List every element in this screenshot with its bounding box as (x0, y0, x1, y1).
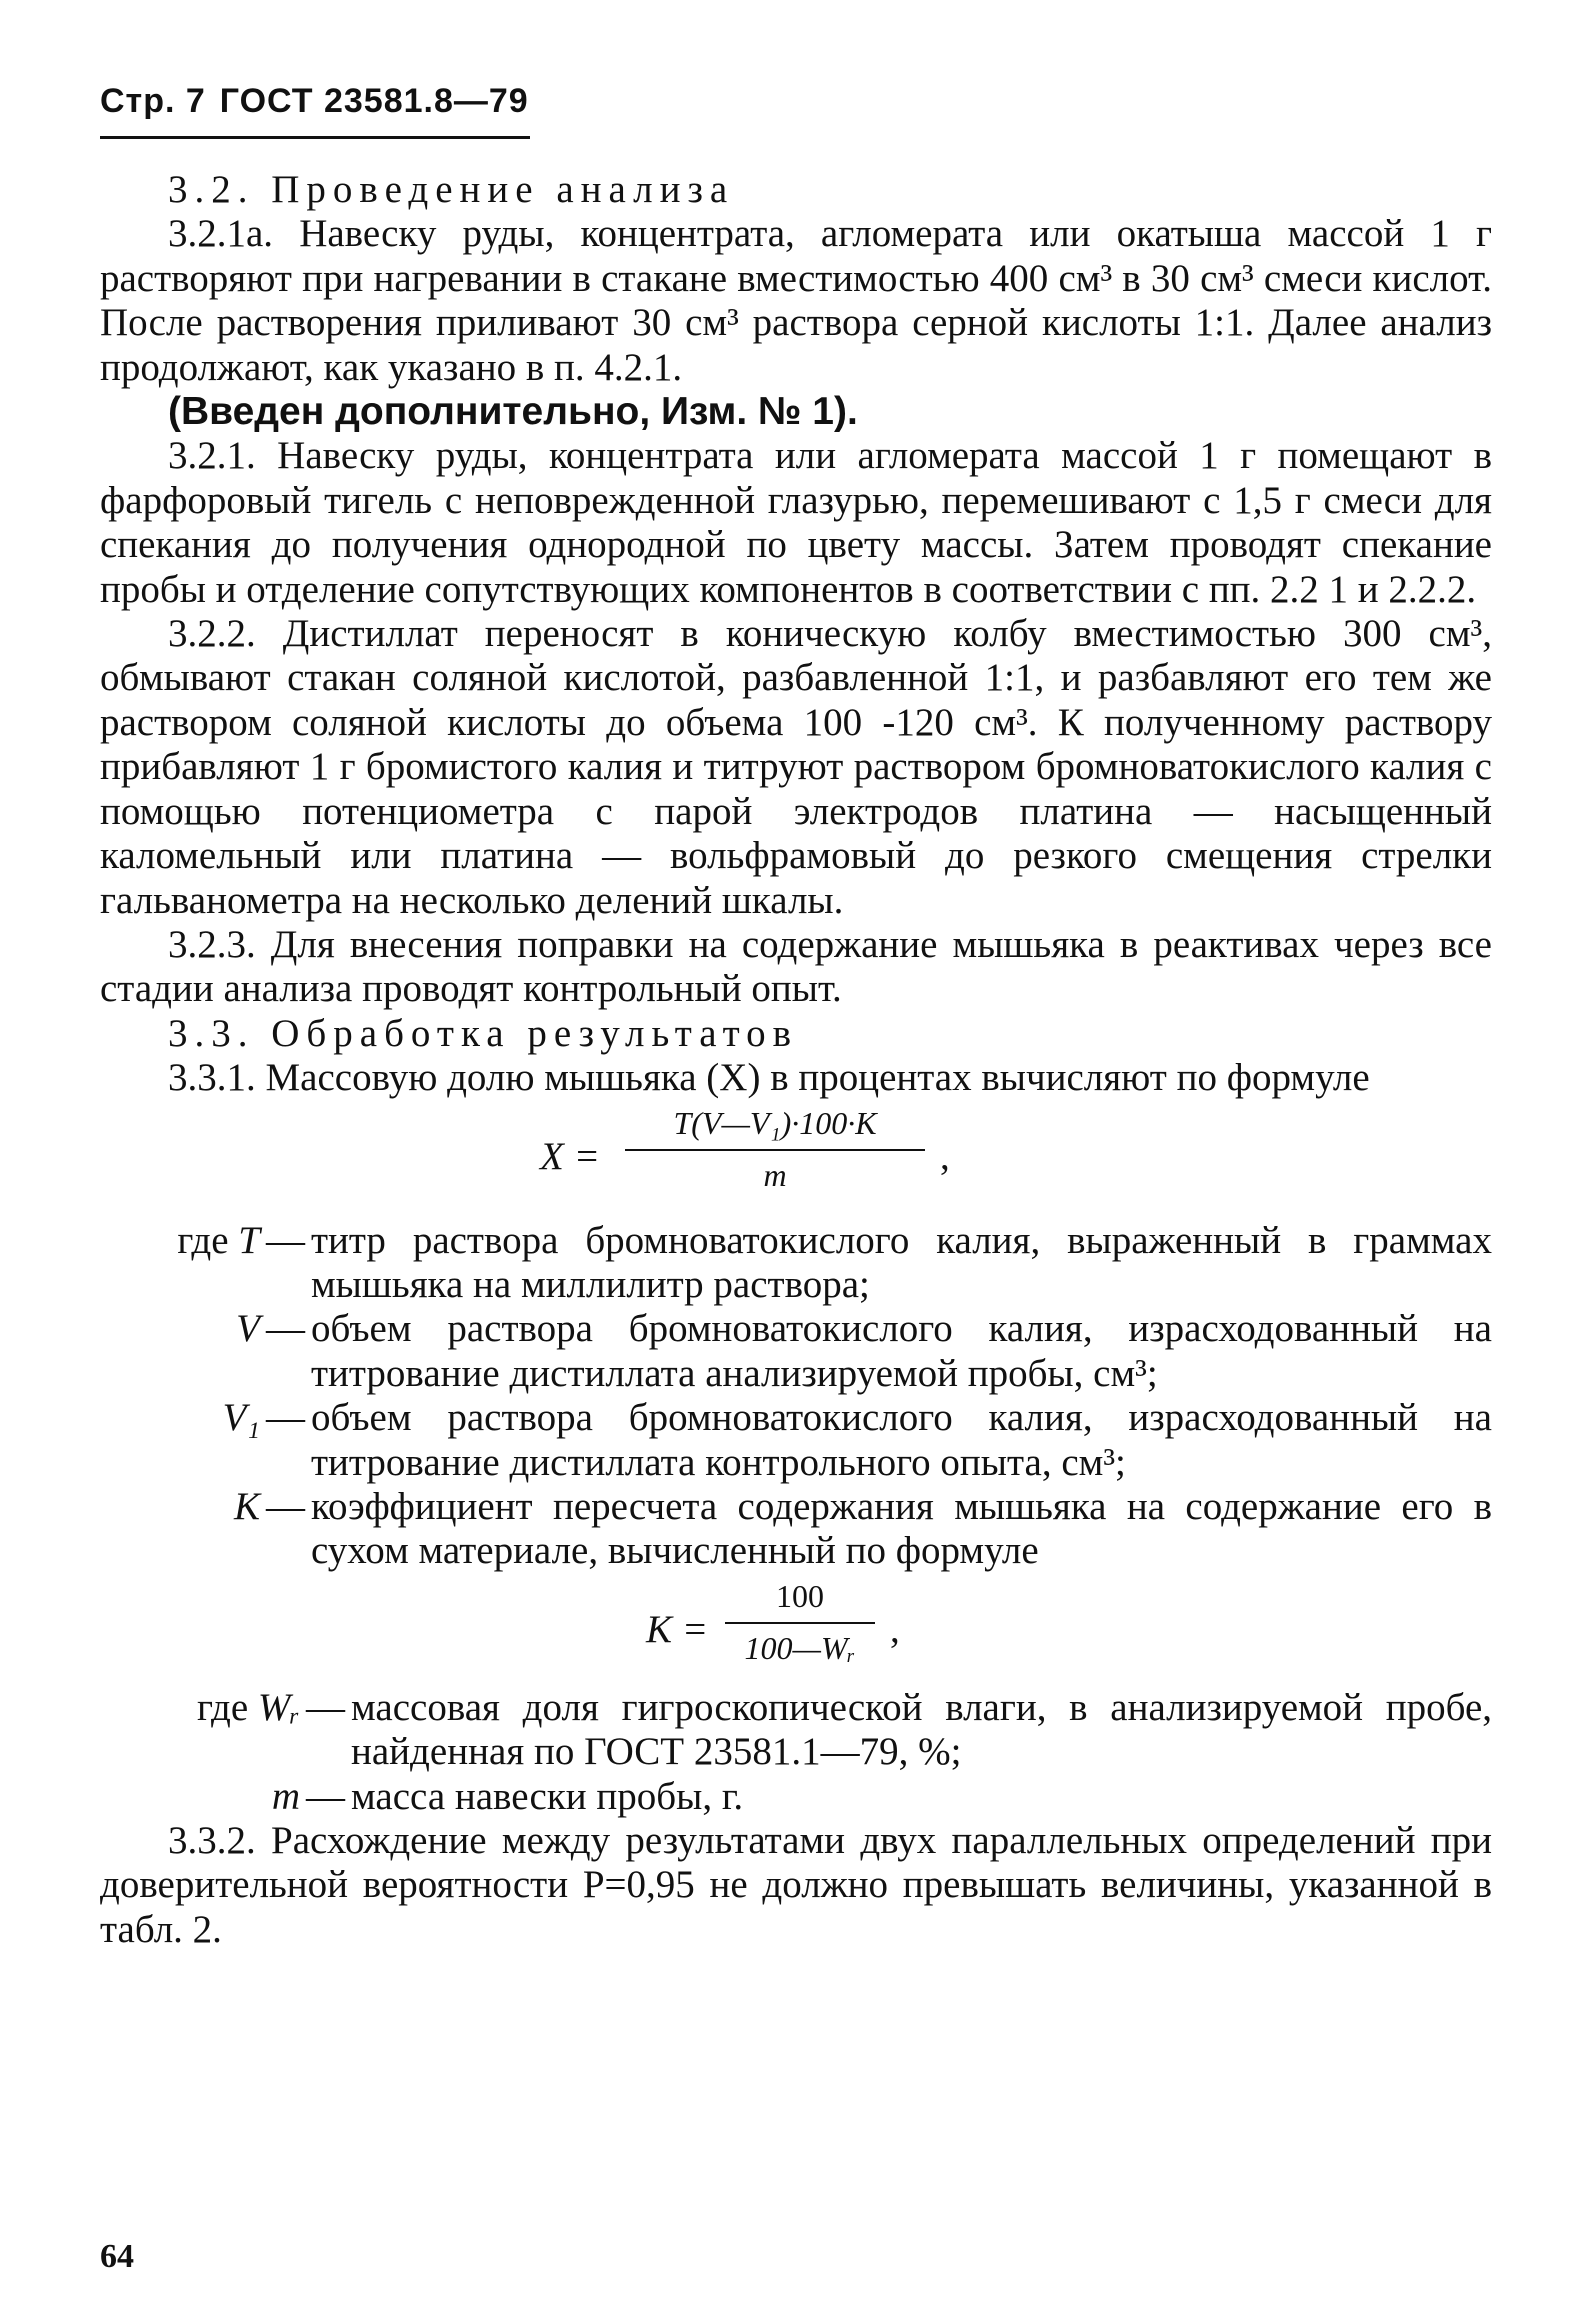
paragraph-3-2-3: 3.2.3. Для внесения поправки на содержание мышьяка в реактивах через все стадии анализа проводят контрольный опыт. (100, 922, 1492, 1011)
definition-Wr: где Wᵣ — массовая доля гигроскопической влаги, в анализируемой пробе, найденная по ГОСТ 23581.1—79, %; (100, 1686, 1492, 1775)
section-3-3-heading: 3.3. Обработка результатов (168, 1011, 799, 1055)
paragraph-3-2-2: 3.2.2. Дистиллат переносят в коническую колбу вместимостью 300 см³, обмывают стакан соляной кислотой, разбавленной 1:1, и разбавляют его тем же раствором соляной кислоты до объема 100 -120 см³. К полученному раствору прибавляют 1 г бромистого калия и титруют раствором бромноватокислого калия с помощью потенциометра с парой электродов платина — насыщенный каломельный или платина — вольфрамовый до резкого смещения стрелки гальванометра на несколько делений шкалы. (100, 612, 1492, 922)
paragraph-3-3-2: 3.3.2. Расхождение между результатами двух параллельных определений при доверительной вероятности P=0,95 не должно превышать величины, указанной в табл. 2. (100, 1819, 1492, 1951)
page-number: 64 (100, 2238, 134, 2275)
where-label: где (177, 1218, 229, 1262)
running-header (100, 82, 529, 121)
definition-text: титр раствора бромноватокислого калия, выраженный в граммах мышьяка на миллилитр раствора; (311, 1218, 1492, 1306)
formula-x-fraction (625, 1101, 925, 1198)
formula-k (100, 1574, 1492, 1686)
fraction-bar (725, 1622, 875, 1624)
definitions-k (100, 1686, 1492, 1819)
definition-text: объем раствора бромноватокислого калия, израсходованный на титрование дистиллата контрольного опыта, см³; (311, 1396, 1492, 1484)
definition-text: коэффициент пересчета содержания мышьяка на содержание его в сухом материале, вычисленный по формуле (311, 1484, 1492, 1573)
fraction-bar (625, 1149, 925, 1151)
formula-k-comma: , (890, 1607, 900, 1651)
definition-symbol: где Wᵣ (196, 1685, 300, 1729)
definition-V1: V₁ — объем раствора бромноватокислого калия, израсходованный на титрование дистиллата контрольного опыта, см³; (100, 1396, 1492, 1485)
definition-text: массовая доля гигроскопической влаги, в анализируемой пробе, найденная по ГОСТ 23581.1—79, %; (351, 1685, 1492, 1774)
definitions-x (100, 1219, 1492, 1574)
definition-symbol: V (236, 1307, 260, 1351)
amendment-note: (Введен дополнительно, Изм. № 1). (168, 390, 858, 434)
formula-k-lhs: K = (646, 1607, 709, 1651)
formula-x-comma: , (940, 1134, 950, 1178)
formula-x (100, 1101, 1492, 1219)
paragraph-3-2-1: 3.2.1. Навеску руды, концентрата или агломерата массой 1 г помещают в фарфоровый тигель с неповрежденной глазурью, перемешивают с 1,5 г смеси для спекания до получения однородной по цвету массы. Затем проводят спекание пробы и отделение сопутствующих компонентов в соответствии с пп. 2.2 1 и 2.2.2. (100, 434, 1492, 611)
definition-symbol: K (233, 1484, 260, 1528)
formula-x-denominator: m (763, 1156, 787, 1193)
formula-k-fraction (725, 1574, 875, 1671)
where-label: где (196, 1685, 249, 1729)
page-label: Стр. 7 (100, 82, 206, 120)
paragraph-3-3-1: 3.3.1. Массовую долю мышьяка (X) в процентах вычисляют по формуле (168, 1056, 1370, 1100)
definition-text: масса навески пробы, г. (351, 1774, 744, 1818)
section-3-2-heading: 3.2. Проведение анализа (168, 168, 735, 211)
formula-k-numerator: 100 (776, 1577, 824, 1614)
definition-symbol: V₁ (222, 1396, 260, 1440)
definition-K: K — коэффициент пересчета содержания мышьяка на содержание его в сухом материале, вычисленный по формуле (100, 1485, 1492, 1574)
document-body (100, 168, 1492, 1952)
paragraph-3-2-1a: 3.2.1а. Навеску руды, концентрата, агломерата или окатыша массой 1 г растворяют при нагревании в стакане вместимостью 400 см³ в 30 см³ смеси кислот. После растворения приливают 30 см³ раствора серной кислоты 1:1. Далее анализ продолжают, как указано в п. 4.2.1. (100, 212, 1492, 389)
definition-m: m — масса навески пробы, г. (100, 1775, 1492, 1819)
formula-x-numerator: T(V—V₁)·100·K (673, 1104, 877, 1141)
definition-symbol: где T (177, 1218, 260, 1262)
definition-V: V — объем раствора бромноватокислого калия, израсходованный на титрование дистиллата анализируемой пробы, см³; (100, 1307, 1492, 1396)
standard-number: ГОСТ 23581.8—79 (219, 82, 529, 120)
header-rule (100, 136, 530, 139)
definition-text: объем раствора бромноватокислого калия, израсходованный на титрование дистиллата анализируемой пробы, см³; (311, 1307, 1492, 1395)
formula-x-lhs: X = (540, 1134, 600, 1178)
definition-symbol: m (271, 1774, 300, 1818)
definition-T: где T — титр раствора бромноватокислого калия, выраженный в граммах мышьяка на миллилитр раствора; (100, 1219, 1492, 1308)
formula-k-denominator: 100—Wᵣ (744, 1630, 856, 1667)
